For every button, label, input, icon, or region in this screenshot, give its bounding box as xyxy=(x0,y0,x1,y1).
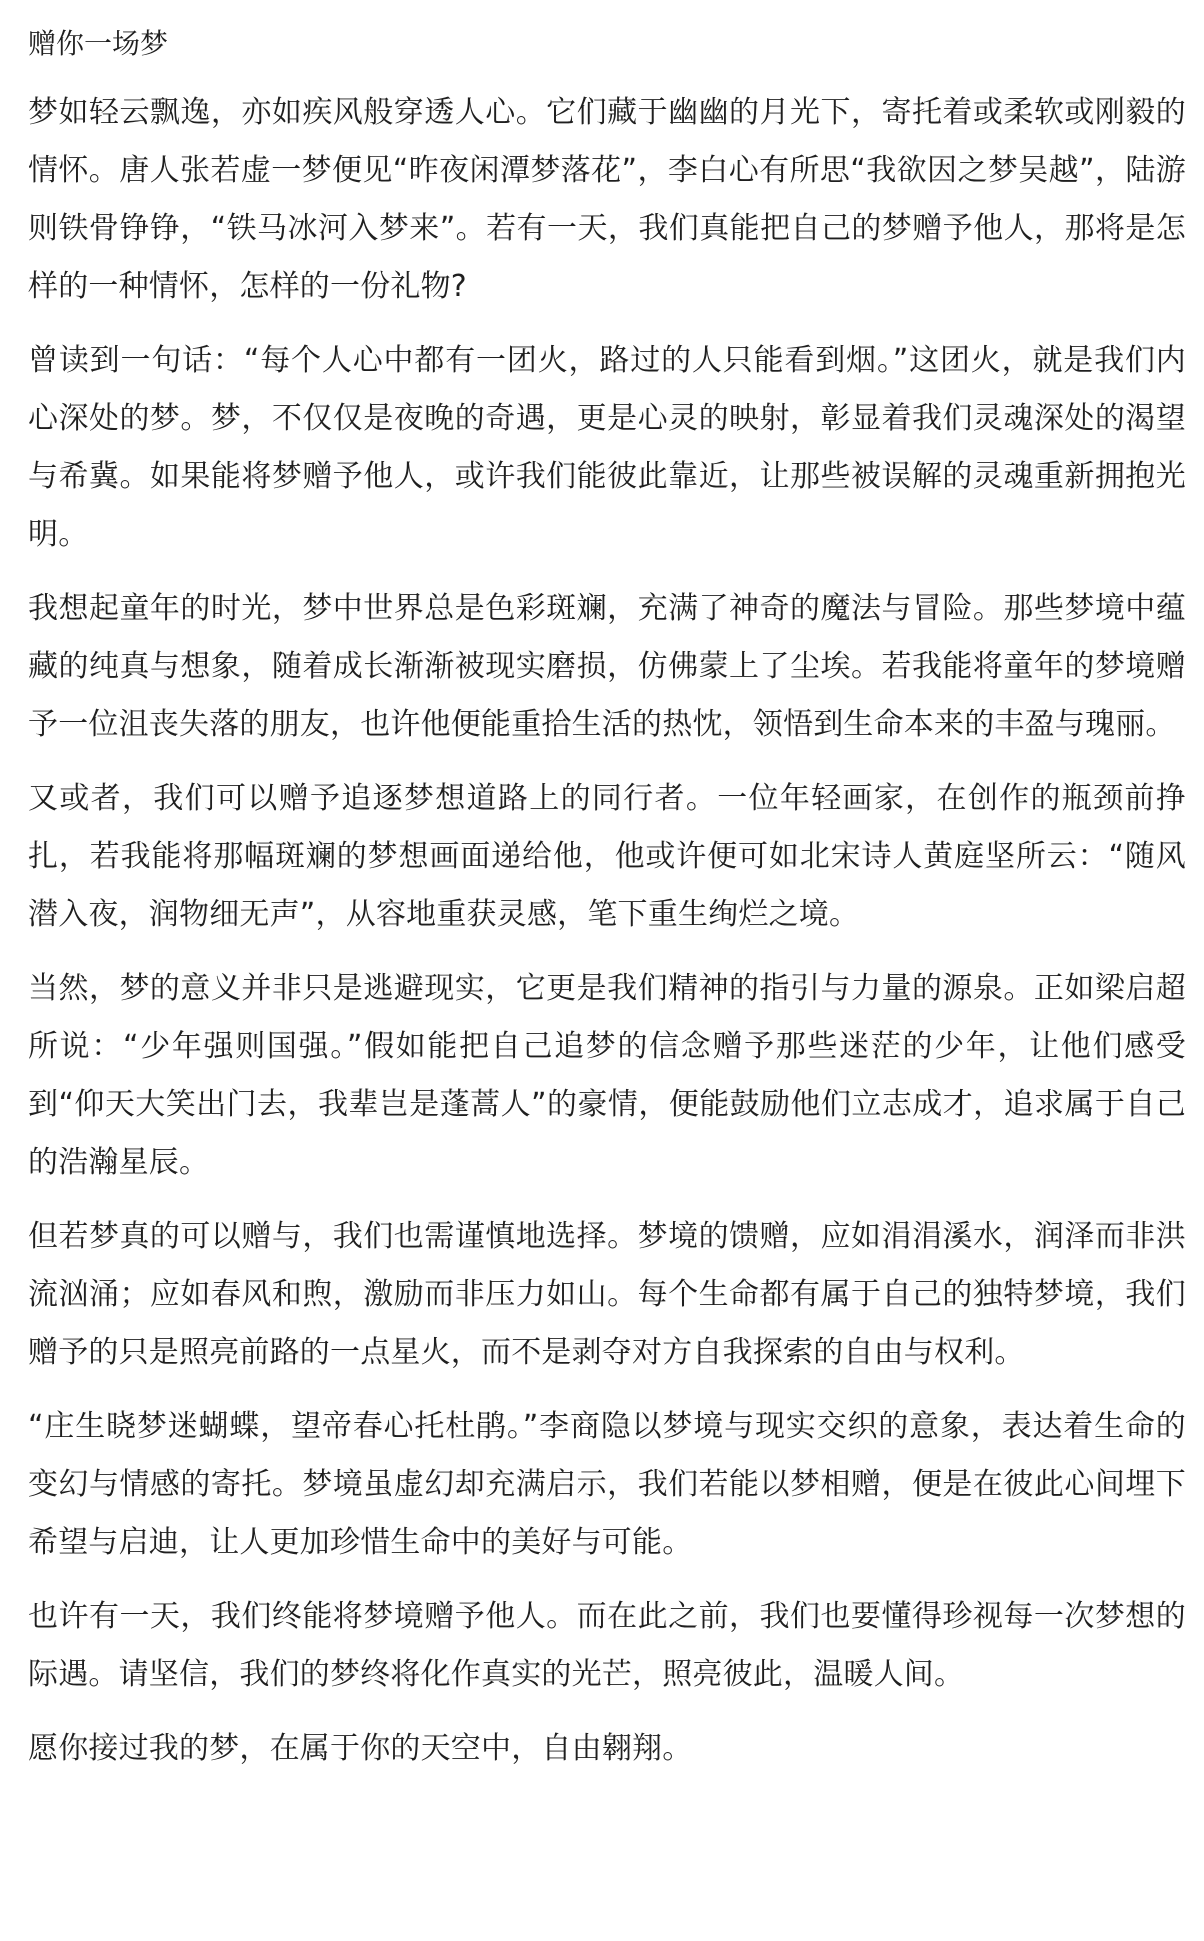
article-paragraph-4: 又或者，我们可以赠予追逐梦想道路上的同行者。一位年轻画家，在创作的瓶颈前挣扎，若我能将那幅斑斓的梦想画面递给他，他或许便可如北宋诗人黄庭坚所云：“随风潜入夜，润物细无声”，从容地重获灵感，笔下重生绚烂之境。 xyxy=(28,781,1186,932)
article-paragraph-2: 曾读到一句话：“每个人心中都有一团火，路过的人只能看到烟。”这团火，就是我们内心深处的梦。梦，不仅仅是夜晚的奇遇，更是心灵的映射，彰显着我们灵魂深处的渴望与希冀。如果能将梦赠予他人，或许我们能彼此靠近，让那些被误解的灵魂重新拥抱光明。 xyxy=(28,343,1186,552)
article-paragraph-8: 也许有一天，我们终能将梦境赠予他人。而在此之前，我们也要懂得珍视每一次梦想的际遇。请坚信，我们的梦终将化作真实的光芒，照亮彼此，温暖人间。 xyxy=(28,1599,1186,1692)
article-paragraph-5: 当然，梦的意义并非只是逃避现实，它更是我们精神的指引与力量的源泉。正如梁启超所说：“少年强则国强。”假如能把自己追梦的信念赠予那些迷茫的少年，让他们感受到“仰天大笑出门去，我辈岂是蓬蒿人”的豪情，便能鼓励他们立志成才，追求属于自己的浩瀚星辰。 xyxy=(28,971,1186,1180)
article-paragraph-9: 愿你接过我的梦，在属于你的天空中，自由翱翔。 xyxy=(28,1731,693,1766)
article-paragraph-3: 我想起童年的时光，梦中世界总是色彩斑斓，充满了神奇的魔法与冒险。那些梦境中蕴藏的纯真与想象，随着成长渐渐被现实磨损，仿佛蒙上了尘埃。若我能将童年的梦境赠予一位沮丧失落的朋友，也许他便能重拾生活的热忱，领悟到生命本来的丰盈与瑰丽。 xyxy=(28,591,1186,742)
article-paragraph-1: 梦如轻云飘逸，亦如疾风般穿透人心。它们藏于幽幽的月光下，寄托着或柔软或刚毅的情怀。唐人张若虚一梦便见“昨夜闲潭梦落花”，李白心有所思“我欲因之梦吴越”，陆游则铁骨铮铮，“铁马冰河入梦来”。若有一天，我们真能把自己的梦赠予他人，那将是怎样的一种情怀，怎样的一份礼物? xyxy=(28,95,1186,304)
article-paragraph-7: “庄生晓梦迷蝴蝶，望帝春心托杜鹃。”李商隐以梦境与现实交织的意象，表达着生命的变幻与情感的寄托。梦境虽虚幻却充满启示，我们若能以梦相赠，便是在彼此心间埋下希望与启迪，让人更加珍惜生命中的美好与可能。 xyxy=(28,1409,1186,1560)
article-paragraph-6: 但若梦真的可以赠与，我们也需谨慎地选择。梦境的馈赠，应如涓涓溪水，润泽而非洪流汹涌；应如春风和煦，激励而非压力如山。每个生命都有属于自己的独特梦境，我们赠予的只是照亮前路的一点星火，而不是剥夺对方自我探索的自由与权利。 xyxy=(28,1219,1186,1370)
article-title: 赠你一场梦 xyxy=(28,27,169,60)
